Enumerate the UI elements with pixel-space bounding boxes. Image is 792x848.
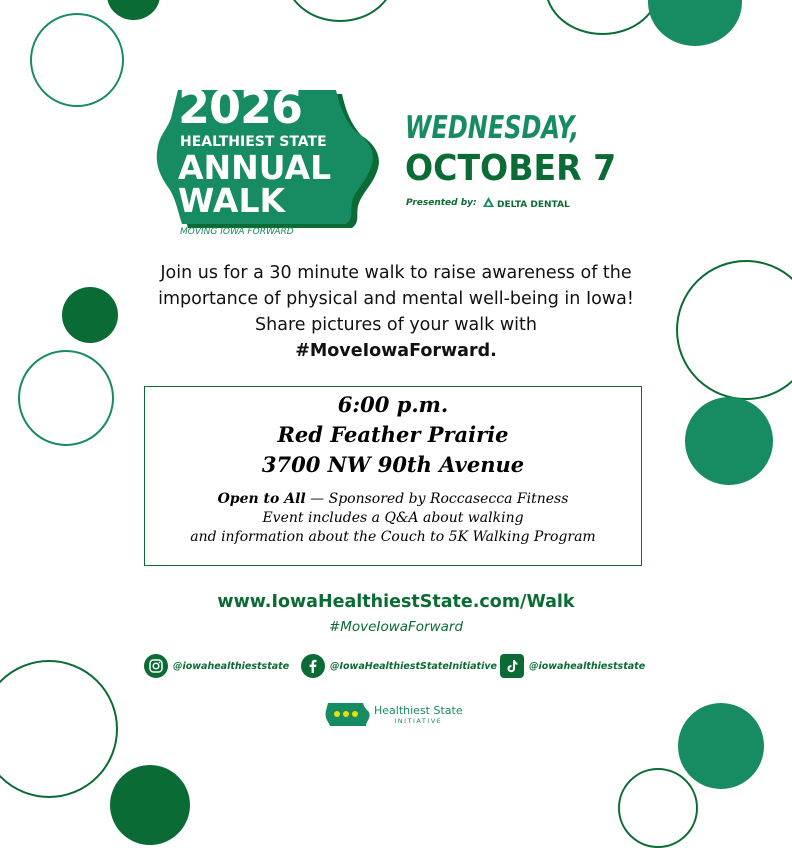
decorative-circle bbox=[676, 260, 792, 400]
iowa-state-shape-icon bbox=[325, 701, 371, 729]
presented-by-label: Presented by: bbox=[406, 198, 477, 208]
logo-line3: WALK bbox=[178, 181, 286, 220]
intro-text: Join us for a 30 minute walk to raise awareness of the importance of physical and mental well-being in Iowa! Share pictures of your walk with bbox=[158, 263, 634, 335]
event-location: Red Feather Prairie bbox=[277, 422, 509, 447]
event-open-line bbox=[145, 490, 641, 509]
website-link[interactable]: www.IowaHealthiestState.com/Walk bbox=[217, 592, 575, 612]
tiktok-handle: @iowahealthieststate bbox=[529, 660, 646, 672]
decorative-circle bbox=[285, 0, 395, 22]
decorative-circle bbox=[18, 350, 114, 446]
event-address: 3700 NW 90th Avenue bbox=[261, 452, 525, 477]
tiktok-icon bbox=[500, 654, 524, 678]
logo-tagline: MOVING IOWA FORWARD bbox=[180, 227, 294, 237]
logo-line1: HEALTHIEST STATE bbox=[180, 134, 327, 150]
open-to-all: Open to All bbox=[217, 491, 306, 507]
intro-paragraph bbox=[150, 260, 642, 364]
annual-walk-logo bbox=[150, 80, 380, 240]
event-detail-1: Event includes a Q&A about walking bbox=[262, 510, 524, 526]
logo-year: 2026 bbox=[178, 80, 303, 134]
hashtag-text: #MoveIowaForward bbox=[328, 619, 464, 635]
decorative-circle bbox=[62, 287, 118, 343]
decorative-circle bbox=[545, 0, 660, 35]
event-details-box bbox=[144, 386, 642, 566]
instagram-icon bbox=[144, 654, 168, 678]
facebook-handle: @IowaHealthiestStateInitiative bbox=[330, 660, 497, 672]
decorative-circle bbox=[678, 703, 764, 789]
social-instagram[interactable] bbox=[144, 654, 289, 678]
decorative-circle bbox=[648, 0, 742, 46]
event-time: 6:00 p.m. bbox=[337, 392, 449, 417]
instagram-handle: @iowahealthieststate bbox=[173, 660, 290, 672]
social-facebook[interactable] bbox=[301, 654, 497, 678]
decorative-circle bbox=[30, 13, 124, 107]
healthiest-state-initiative-logo bbox=[325, 700, 463, 730]
decorative-circle bbox=[110, 765, 190, 845]
facebook-icon bbox=[301, 654, 325, 678]
decorative-circle bbox=[618, 768, 698, 848]
footer-logo-sub: INITIATIVE bbox=[394, 717, 443, 725]
social-tiktok[interactable] bbox=[500, 654, 645, 678]
delta-triangle-icon bbox=[483, 197, 494, 210]
event-weekday: WEDNESDAY, bbox=[405, 110, 580, 146]
delta-dental-logo bbox=[483, 197, 570, 210]
decorative-circle bbox=[107, 0, 160, 20]
event-sponsor: — Sponsored by Roccasecca Fitness bbox=[305, 491, 569, 507]
event-detail-2: and information about the Couch to 5K Walking Program bbox=[190, 529, 596, 545]
decorative-circle bbox=[0, 660, 118, 798]
event-date: OCTOBER 7 bbox=[405, 148, 617, 189]
decorative-circle bbox=[685, 397, 773, 485]
logo-line2: ANNUAL bbox=[178, 148, 332, 187]
footer-logo-name: Healthiest State bbox=[374, 704, 463, 717]
intro-hashtag: #MoveIowaForward. bbox=[295, 341, 497, 361]
sponsor-name: DELTA DENTAL bbox=[497, 200, 570, 210]
